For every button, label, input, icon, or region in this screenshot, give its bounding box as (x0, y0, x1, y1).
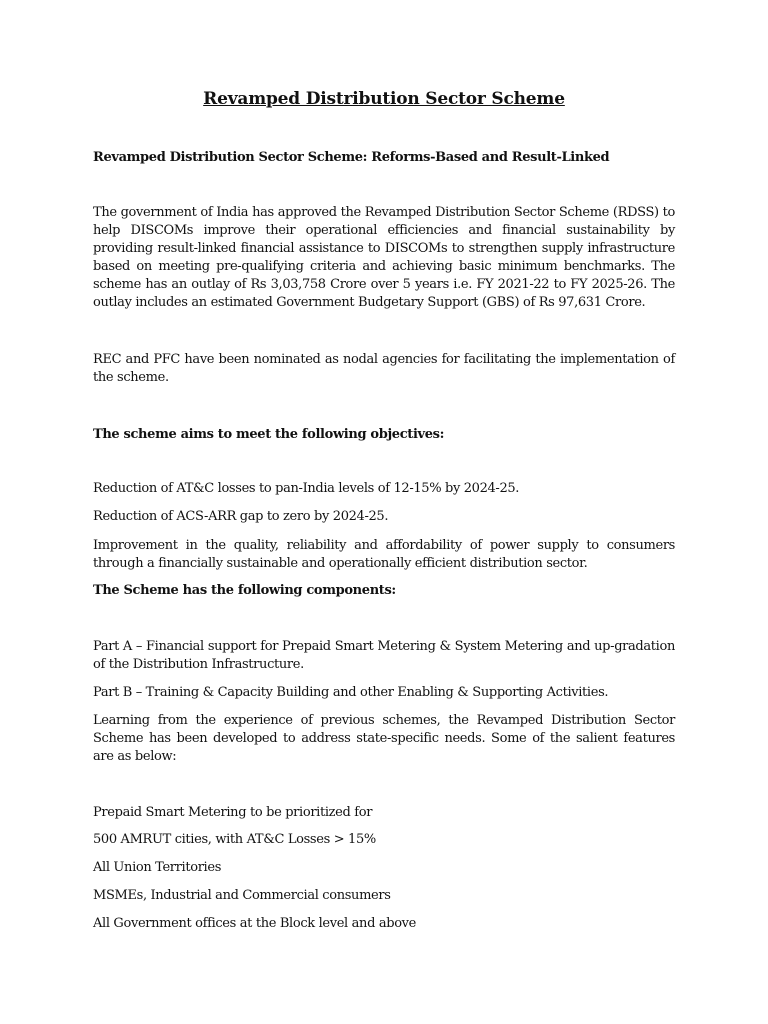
feature-item: 500 AMRUT cities, with AT&C Losses > 15% (93, 832, 376, 847)
feature-item: All Government offices at the Block level and above (93, 916, 417, 931)
objective-item: Reduction of ACS-ARR gap to zero by 2024-25. (93, 509, 389, 524)
component-item: Part A – Financial support for Prepaid Smart Metering & System Metering and up-gradation of the Distribution Infrastructure. (93, 639, 675, 672)
objective-item: Improvement in the quality, reliability and affordability of power supply to consumers through a financially sustainable and operationally efficient distribution sector. (93, 538, 675, 571)
document-subtitle: Revamped Distribution Sector Scheme: Reforms-Based and Result-Linked (93, 150, 610, 165)
feature-item: All Union Territories (93, 860, 222, 875)
document-title: Revamped Distribution Sector Scheme (203, 89, 565, 109)
feature-item: Prepaid Smart Metering to be prioritized for (93, 805, 373, 820)
feature-item: MSMEs, Industrial and Commercial consumers (93, 888, 391, 903)
components-heading: The Scheme has the following components: (93, 583, 396, 598)
intro-paragraph: The government of India has approved the Revamped Distribution Sector Scheme (RDSS) to help DISCOMs improve their operational efficiencies and financial sustainability by providing result-linked financial assistance to DISCOMs to strengthen supply infrastructure based on meeting pre-qualifying criteria and achieving basic minimum benchmarks. The scheme has an outlay of Rs 3,03,758 Crore over 5 years i.e. FY 2021-22 to FY 2025-26. The outlay includes an estimated Government Budgetary Support (GBS) of Rs 97,631 Crore. (93, 205, 675, 310)
objective-item: Reduction of AT&C losses to pan-India levels of 12-15% by 2024-25. (93, 481, 520, 496)
learning-paragraph: Learning from the experience of previous schemes, the Revamped Distribution Sector Scheme has been developed to address state-specific needs. Some of the salient features are as below: (93, 713, 675, 764)
objectives-heading: The scheme aims to meet the following objectives: (93, 427, 445, 442)
component-item: Part B – Training & Capacity Building and other Enabling & Supporting Activities. (93, 685, 609, 700)
nodal-agencies-paragraph: REC and PFC have been nominated as nodal agencies for facilitating the implementation of the scheme. (93, 352, 675, 385)
